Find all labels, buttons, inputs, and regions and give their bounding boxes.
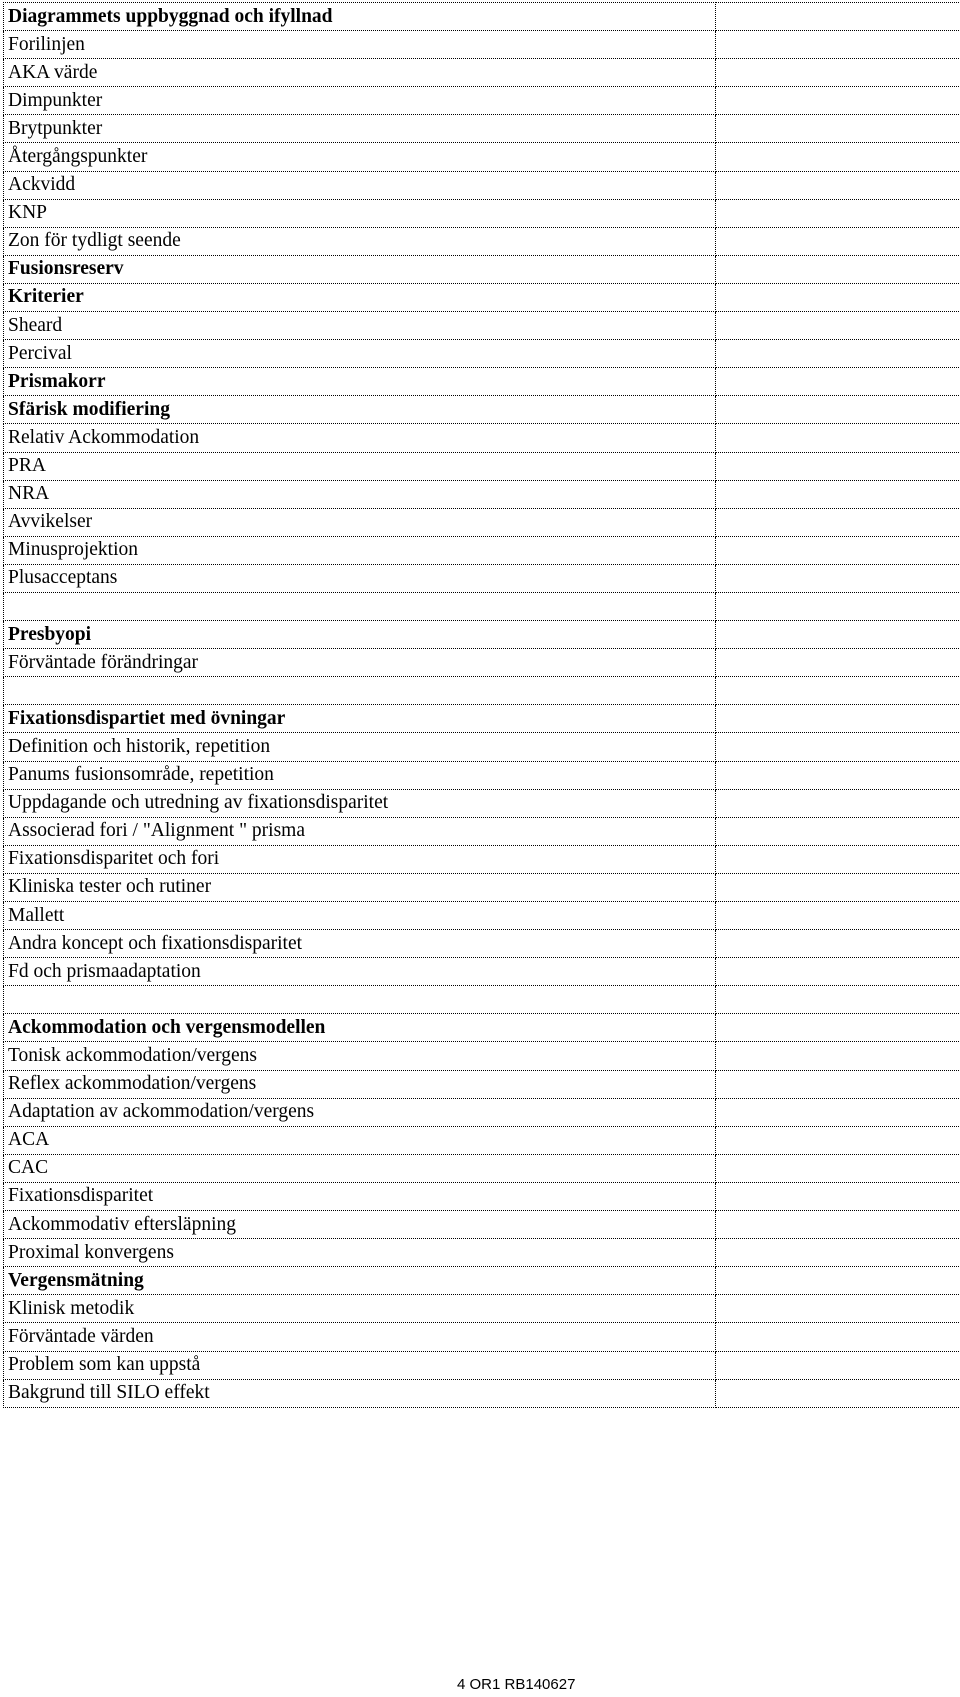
checklist-row-entry-cell [716, 396, 960, 424]
checklist-row [4, 115, 960, 143]
checklist-row-label: Minusprojektion [4, 536, 716, 564]
checklist-row-entry-cell [716, 424, 960, 452]
checklist-row-entry-cell [716, 115, 960, 143]
checklist-row-entry-cell [716, 1154, 960, 1182]
checklist-row-label: Associerad fori / "Alignment " prisma [4, 817, 716, 845]
checklist-row [4, 536, 960, 564]
checklist-row-entry-cell [716, 1295, 960, 1323]
checklist-row-entry-cell [716, 1351, 960, 1379]
checklist-row-label: Problem som kan uppstå [4, 1351, 716, 1379]
checklist-row-entry-cell [716, 902, 960, 930]
checklist-row-entry-cell [716, 817, 960, 845]
checklist-row-label: Vergensmätning [4, 1267, 716, 1295]
checklist-row [4, 87, 960, 115]
checklist-row-entry-cell [716, 621, 960, 649]
checklist-row-label: NRA [4, 480, 716, 508]
checklist-row-entry-cell [716, 3, 960, 31]
checklist-row [4, 396, 960, 424]
checklist-row [4, 3, 960, 31]
checklist-row-entry-cell [716, 1323, 960, 1351]
checklist-row [4, 59, 960, 87]
checklist-row [4, 424, 960, 452]
checklist-row-label: Definition och historik, repetition [4, 733, 716, 761]
checklist-row-entry-cell [716, 564, 960, 592]
checklist-row [4, 761, 960, 789]
checklist-row-entry-cell [716, 508, 960, 536]
checklist-row-label: Fusionsreserv [4, 255, 716, 283]
checklist-row-entry-cell [716, 1014, 960, 1042]
checklist-row-label: Återgångspunkter [4, 143, 716, 171]
checklist-row [4, 1295, 960, 1323]
checklist-row-empty [4, 677, 960, 705]
checklist-row [4, 1267, 960, 1295]
checklist-row-label: Bakgrund till SILO effekt [4, 1379, 716, 1407]
checklist-row-empty [4, 986, 960, 1014]
checklist-row-entry-cell [716, 1267, 960, 1295]
checklist-row-entry-cell [716, 31, 960, 59]
checklist-row [4, 1211, 960, 1239]
checklist-row-label: Fd och prismaadaptation [4, 958, 716, 986]
checklist-row-label: Ackvidd [4, 171, 716, 199]
checklist-row [4, 508, 960, 536]
checklist-row-empty [4, 592, 960, 620]
checklist-row-entry-cell [716, 87, 960, 115]
checklist-row-entry-cell [716, 677, 960, 705]
checklist-row-entry-cell [716, 312, 960, 340]
checklist-row-entry-cell [716, 1098, 960, 1126]
checklist-row-label: Klinisk metodik [4, 1295, 716, 1323]
checklist-row [4, 480, 960, 508]
checklist-row [4, 564, 960, 592]
checklist-row-entry-cell [716, 255, 960, 283]
checklist-row-entry-cell [716, 1211, 960, 1239]
checklist-row-label: KNP [4, 199, 716, 227]
checklist-row [4, 1379, 960, 1407]
checklist-row-label: Panums fusionsområde, repetition [4, 761, 716, 789]
checklist-row [4, 649, 960, 677]
checklist-row-label: Diagrammets uppbyggnad och ifyllnad [4, 3, 716, 31]
checklist-row-label: Tonisk ackommodation/vergens [4, 1042, 716, 1070]
checklist-row-entry-cell [716, 1239, 960, 1267]
checklist-row-label: Dimpunkter [4, 87, 716, 115]
checklist-row-entry-cell [716, 1379, 960, 1407]
checklist-row-entry-cell [716, 340, 960, 368]
checklist-table-body [4, 3, 960, 1408]
checklist-row-entry-cell [716, 705, 960, 733]
checklist-row-entry-cell [716, 452, 960, 480]
checklist-row-label: Adaptation av ackommodation/vergens [4, 1098, 716, 1126]
checklist-row-entry-cell [716, 283, 960, 311]
checklist-row-label: Kliniska tester och rutiner [4, 873, 716, 901]
checklist-row-label: Förväntade förändringar [4, 649, 716, 677]
checklist-row-label: Ackommodativ eftersläpning [4, 1211, 716, 1239]
checklist-row-label: Presbyopi [4, 621, 716, 649]
checklist-row-label: Fixationsdispartiet med övningar [4, 705, 716, 733]
checklist-row [4, 1182, 960, 1210]
checklist-row-entry-cell [716, 199, 960, 227]
checklist-row [4, 1070, 960, 1098]
checklist-row-entry-cell [716, 171, 960, 199]
checklist-row-entry-cell [716, 59, 960, 87]
checklist-row-entry-cell [716, 958, 960, 986]
checklist-row-entry-cell [716, 1070, 960, 1098]
checklist-row [4, 621, 960, 649]
checklist-row-label: Plusacceptans [4, 564, 716, 592]
checklist-row-label: Sfärisk modifiering [4, 396, 716, 424]
checklist-row-label: Förväntade värden [4, 1323, 716, 1351]
checklist-row [4, 1239, 960, 1267]
checklist-row-label: AKA värde [4, 59, 716, 87]
checklist-row [4, 789, 960, 817]
checklist-row-label: Relativ Ackommodation [4, 424, 716, 452]
checklist-row [4, 143, 960, 171]
checklist-row [4, 930, 960, 958]
checklist-row-entry-cell [716, 1042, 960, 1070]
checklist-row [4, 705, 960, 733]
checklist-row-entry-cell [716, 368, 960, 396]
footer-document-code: 4 OR1 RB140627 [457, 1676, 576, 1693]
checklist-row-entry-cell [716, 480, 960, 508]
checklist-row-label [4, 677, 716, 705]
checklist-row-entry-cell [716, 761, 960, 789]
checklist-row-label: PRA [4, 452, 716, 480]
checklist-row [4, 845, 960, 873]
checklist-row-label: Ackommodation och vergensmodellen [4, 1014, 716, 1042]
checklist-row [4, 368, 960, 396]
checklist-row-label: Andra koncept och fixationsdisparitet [4, 930, 716, 958]
checklist-row [4, 958, 960, 986]
checklist-row-entry-cell [716, 930, 960, 958]
checklist-row-label: CAC [4, 1154, 716, 1182]
checklist-table [3, 2, 960, 1408]
checklist-row-entry-cell [716, 733, 960, 761]
checklist-row-label: Zon för tydligt seende [4, 227, 716, 255]
checklist-row-label: Prismakorr [4, 368, 716, 396]
checklist-row [4, 1042, 960, 1070]
checklist-row-label: Fixationsdisparitet [4, 1182, 716, 1210]
checklist-row [4, 1098, 960, 1126]
checklist-row [4, 873, 960, 901]
checklist-row [4, 1351, 960, 1379]
checklist-row [4, 733, 960, 761]
checklist-row-label: Uppdagande och utredning av fixationsdisparitet [4, 789, 716, 817]
checklist-row [4, 199, 960, 227]
checklist-row-entry-cell [716, 1126, 960, 1154]
checklist-row [4, 1154, 960, 1182]
checklist-row [4, 1014, 960, 1042]
checklist-row-label: Brytpunkter [4, 115, 716, 143]
checklist-row-label: Mallett [4, 902, 716, 930]
checklist-row-entry-cell [716, 143, 960, 171]
checklist-row-label: Forilinjen [4, 31, 716, 59]
checklist-row-label: Percival [4, 340, 716, 368]
checklist-row [4, 1323, 960, 1351]
checklist-row-entry-cell [716, 227, 960, 255]
checklist-row [4, 817, 960, 845]
checklist-row-label [4, 592, 716, 620]
checklist-row [4, 227, 960, 255]
checklist-row [4, 31, 960, 59]
checklist-row-entry-cell [716, 845, 960, 873]
checklist-row [4, 255, 960, 283]
checklist-row [4, 452, 960, 480]
checklist-row-entry-cell [716, 592, 960, 620]
checklist-row-label: Sheard [4, 312, 716, 340]
checklist-row-entry-cell [716, 789, 960, 817]
checklist-row-entry-cell [716, 873, 960, 901]
checklist-row [4, 283, 960, 311]
checklist-row-entry-cell [716, 649, 960, 677]
checklist-row [4, 171, 960, 199]
checklist-row [4, 340, 960, 368]
checklist-row-label: Proximal konvergens [4, 1239, 716, 1267]
checklist-row-entry-cell [716, 986, 960, 1014]
checklist-row-entry-cell [716, 1182, 960, 1210]
checklist-row-label: Avvikelser [4, 508, 716, 536]
checklist-row-label: Fixationsdisparitet och fori [4, 845, 716, 873]
checklist-row-label: ACA [4, 1126, 716, 1154]
checklist-row-label [4, 986, 716, 1014]
checklist-row [4, 1126, 960, 1154]
checklist-row [4, 902, 960, 930]
checklist-row-label: Reflex ackommodation/vergens [4, 1070, 716, 1098]
checklist-row [4, 312, 960, 340]
checklist-row-label: Kriterier [4, 283, 716, 311]
checklist-row-entry-cell [716, 536, 960, 564]
